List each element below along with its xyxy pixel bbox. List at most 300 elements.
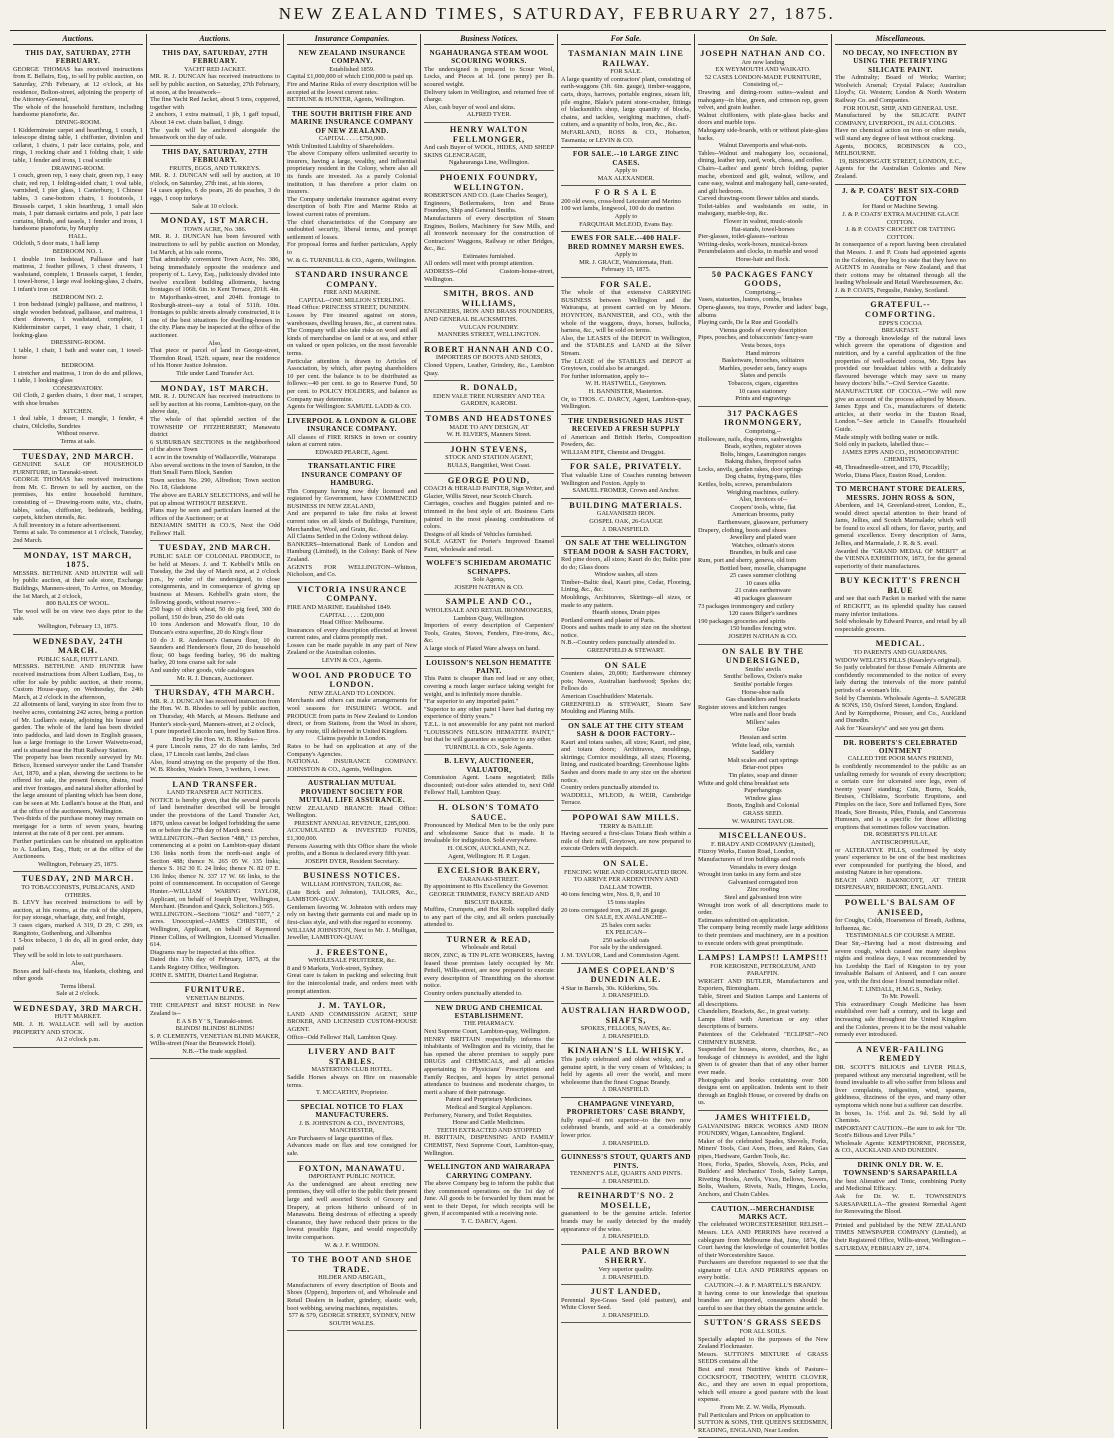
advertisement-heading: THIS DAY, SATURDAY, 27TH FEBRUARY. [25, 49, 131, 66]
advertisement-heading: BUILDING MATERIALS. [569, 500, 683, 510]
advertisement-text: The whole of that splendid section of the TOWNSHIP OF FITZHERBERT, Manawatu district [150, 415, 280, 439]
advertisement-heading: 317 PACKAGES IRONMONGERY, [723, 408, 803, 428]
advertisement-text: Persons Assuring with this Office share the whole profits, and a Bonus is declared every fifth year. [287, 842, 417, 858]
advertisement-text: Rum, port and sherry, geneva, old tom [698, 557, 797, 564]
advertisement-text: NATIONAL INSURANCE COMPANY. JOHNSTON & CO., Agents, Wellington. [287, 758, 417, 773]
advertisement-text: MAX ALEXANDER. [597, 174, 655, 182]
advertisement-text: Also, the LEASES of the DEPOT in Wellington, and the STABLES and LAND at the Silver Stream. [561, 334, 691, 358]
advertisement-text: Also several sections in the town of Sandon, in the Hutt Small Farm Block, Sandon [150, 461, 280, 477]
advertisement [698, 268, 828, 407]
advertisement [698, 645, 828, 830]
advertisement [561, 1189, 691, 1245]
advertisement-text: FIRE AND MARINE. [323, 289, 381, 297]
advertisement-text: ALFRED TYER. [466, 111, 512, 119]
advertisement-text: Jewellery and plated ware [729, 534, 797, 542]
advertisement-text: The yacht will be anchored alongside the breastwork on the day of sale. [150, 126, 280, 142]
advertisement-text: Hearth stones, Drain pipes [592, 609, 660, 617]
advertisement-text: Horse-shoe nails [741, 688, 785, 696]
advertisement-text: Terms at sale. To commence at 1 o'clock, Tuesday, 2nd March. [13, 529, 143, 545]
advertisement-text: 3 cases cigars, marked A 319, D 29, C 299, ex Rangitoto, Gothenburg, and Albambra [13, 921, 143, 937]
advertisement-text: Messrs. SUTTON'S MIXTURE of GRASS SEEDS contains all the [698, 1350, 828, 1366]
advertisement-text: FOR ALL SOILS. [739, 1328, 787, 1336]
column-heading: Business Notices. [424, 34, 554, 45]
advertisement-text: Glue [756, 726, 770, 734]
column-heading: On Sale. [698, 34, 828, 45]
advertisement-text: The celebrated WORCESTERSHIRE RELISH.--Messrs. LEA AND PERRINS have received a cablegram from Melbourne that, June, 1874, the Court having the knowledge of counterfeit bottles of their Worcestershire Sauce. [698, 1221, 828, 1259]
advertisement-heading: JOSEPH NATHAN AND CO. [700, 49, 826, 58]
advertisement-text: SPOKES, FELLOES, NAVES, &c. [580, 1025, 672, 1033]
advertisement-text: Agents for the Australian Colonies and New Zealand. [835, 165, 966, 180]
advertisement [835, 637, 966, 736]
advertisement [561, 47, 691, 148]
advertisement [561, 1245, 691, 1285]
advertisement-text: It having come to our knowledge that spurious brandies are imported, consumers should be careful to see that they obtain the genuine article. [698, 1289, 828, 1312]
advertisement-text: And sundry other goods, vide catalogues [150, 666, 255, 674]
advertisement-heading: PALE AND BROWN SHERRY. [581, 1246, 671, 1266]
advertisement [424, 47, 554, 123]
advertisement-text: 4 Star in Barrels, 30s. Kilderkins, 50s. [561, 984, 659, 992]
advertisement-text: A full inventory in a future advertisement. [13, 521, 121, 529]
advertisement-text: MR. R. J. DUNCAN will sell by auction, at 10 o'clock, on Saturday, 27th inst., at his stores, [150, 172, 280, 187]
advertisement-heading: LAND TRANSFER. [172, 779, 258, 789]
advertisement-text: Drapery, clothing, boots and shoes [698, 526, 787, 534]
advertisement-text: Wrought iron tanks in any form and size [698, 871, 802, 879]
advertisement-heading: JOHN STEVENS, [450, 444, 528, 454]
advertisement [424, 557, 554, 595]
advertisement [13, 872, 143, 1002]
advertisement-text: Smiths' anvils [745, 665, 781, 673]
advertisement-heading: FOR SALE, PRIVATELY. [570, 462, 682, 472]
advertisement [835, 185, 966, 299]
advertisement-heading: J. M. TAYLOR, [317, 1001, 387, 1011]
advertisement-text: BEDROOM. [61, 361, 95, 369]
advertisement-text: Mouldings, Architraves, Skirtings--all sizes, or made to any pattern. [561, 593, 691, 609]
advertisement-text: Pier-glasses, toilet-glasses--various [698, 233, 789, 241]
advertisement-text: N.B.--Country orders punctually attended to. [561, 639, 676, 647]
advertisement-heading: FOXTON, MANAWATU. [298, 1163, 406, 1173]
advertisement [287, 1253, 417, 1331]
advertisement-text: EPPS'S COCOA [878, 319, 923, 327]
advertisement-text: J. & P. COATS' EXTRA MACHINE GLACE COTTON. [842, 210, 959, 226]
advertisement-heading: REINHARDT'S NO. 2 MOSELLE, [577, 1191, 675, 1210]
advertisement-text: Great care is taken in packing and selecting fruit for the intercolonial trade, and orders meet with prompt attention. [287, 972, 417, 995]
advertisement-text: Perfumery, Nursery, and Toilet Requisites. [424, 1111, 533, 1119]
advertisement-text: Saddle Horses always on Hire on reasonable terms. [287, 1074, 417, 1089]
advertisement-text: E A S B Y ' S, Taranaki-street. [176, 1017, 254, 1025]
advertisement [835, 298, 966, 483]
advertisement-heading: NEW DRUG AND CHEMICAL ESTABLISHMENT. [435, 1003, 543, 1021]
advertisement-heading: JAMES COPELAND'S DUNEDIN ALE. [576, 965, 676, 985]
advertisement-text: 15 tons staples [607, 898, 645, 906]
advertisement-text: Mr. R. J. Duncan, Auctioneer. [176, 674, 254, 682]
advertisement-text: GRASS SEED. [743, 810, 783, 817]
advertisement-heading: WEDNESDAY, 24TH MARCH. [32, 636, 124, 656]
advertisement-text: MR. R. J. DUNCAN has been favoured with instructions to sell by public auction on Monday, 1st March, at his sale rooms, [150, 233, 280, 256]
advertisement-text: T. MCCARTHY, Proprietor. [316, 1089, 388, 1097]
advertisement [287, 946, 417, 1000]
advertisement [424, 171, 554, 287]
advertisement-heading: ON SALE. [603, 858, 649, 868]
advertisement-text: J. DRANSFIELD. [602, 1273, 650, 1281]
advertisement-text: CAPITAL--ONE MILLION STERLING. [298, 296, 406, 304]
advertisement-text: Vases, statuettes, lustres, combs, brushes [698, 296, 803, 304]
advertisement-text: For sale by the undersigned. [589, 944, 663, 952]
advertisement-text: Agents, BOOKS, ROBINSON & CO., MELBOURNE. [835, 142, 966, 158]
advertisement-text: Sale at 2 o'clock. [56, 990, 100, 998]
masthead-rule [10, 30, 1106, 31]
advertisement-heading: TUESDAY, 2ND MARCH. [21, 451, 135, 461]
advertisement-text: NOTICE is hereby given, that the several parcels of land hereinafter described will be brought under the provisions of the Land Transfer Act, 1870, unless caveat be lodged forbidding the same on or before the 27th day of March next. [150, 796, 280, 835]
advertisement-text: Watches, oilman's stores [731, 541, 795, 549]
advertisement-text: 100 wet lambs, longwool, 100 do do merino [561, 205, 675, 213]
advertisement-text: WELLINGTON.--Sections "1062" and "1077," 2 acres. Unoccupied.--JAMES CHRISTIE, of Wellington, Applicant, on behalf of Raymond Pinner Collins, of Wellington, Licensed Victualler. 614. [150, 910, 280, 949]
advertisement [424, 933, 554, 1002]
advertisement-heading: MONDAY, 1ST MARCH, 1875. [23, 550, 133, 570]
advertisement-heading: ROBERT HANNAH AND CO. [424, 344, 554, 354]
advertisement [424, 381, 554, 412]
advertisement [424, 474, 554, 558]
advertisement [287, 47, 417, 108]
advertisement-text: This Paint is cheaper than red lead or any other, covering a much larger surface taking weight for weight, and is infinitely more durable. [424, 675, 554, 698]
advertisement-text: CAPITAL . . . . £200,000 [319, 611, 385, 619]
advertisement-heading: NO DECAY, NO INFECTION BY USING THE PETRIFYING SILICATE PAINT. [842, 49, 959, 74]
advertisement [13, 635, 143, 873]
advertisement-text: Toilet-tables and washstands en suite, in mahogany, marble-top, &c. [698, 202, 828, 218]
advertisement-text: Oil Cloth, 2 garden chairs, 1 door mat, 1 scraper, with shoe brushes [13, 392, 143, 407]
advertisement-text: 48, Threadneedle-street, and 170, Piccadilly; [835, 463, 950, 471]
advertisement-text: Mahogany side-boards, with or without plate-glass backs. [698, 126, 828, 142]
advertisement-text: Vesta boxes, toys [740, 341, 786, 349]
advertisement-text: Estimates furnished. [462, 252, 516, 260]
advertisement [561, 1004, 691, 1044]
advertisement [424, 755, 554, 801]
advertisement-text: Apply to [614, 166, 638, 174]
advertisement-text: A large quantity of contractors' plant, consisting of earth-waggons (3ft. 6in. gauge), timber-waggons, carts, drays, harrows, portable engines, steam lift, pile engine, Blake's patent stone-crusher, fittings of blacksmith's shop, large quantity of blocks, chains, and tackles, weighing machines, chaff-cutters, and a quantity of bolts, iron, &c., &c. [561, 75, 691, 129]
advertisement-text: 1 couch, green rep, 1 easy chair, green rep, 1 easy chair, red rep, 1 folding-sided chair, 1 oval table, varnished, 1 pier glass, 1 Canterbury, 1 Chinese tables, 3 cane-bottom chairs, 1 footstools, 1 Brussels carpet, 1 skin hearthrug, 1 small skin mats, 1 pair damask curtains and pole, 1 pair lace curtains, blinds, and tassels, 1 fender and irons, 1 handsome pianoforte, by Murphy [13, 172, 143, 233]
advertisement [287, 583, 417, 669]
advertisement-text: Counters slates, 20,000; Earthenware chimney pots; Naves, Australian hardwood; Spokes do; Felloes do [561, 670, 691, 693]
advertisement-text: Also, [71, 959, 85, 967]
advertisement-text: Full Particulars and Prices on application to [698, 1411, 810, 1419]
advertisement-text: Sale at 10 o'clock. [191, 202, 239, 210]
advertisement [698, 829, 828, 951]
advertisement-text: Losses can be made payable in any part of New Zealand or the Australian colonies. [287, 641, 417, 657]
advertisement [424, 412, 554, 443]
advertisement-text: Purchasers are therefore requested to see that the signature of LEA AND PERRINS appears on every bottle. [698, 1259, 828, 1282]
advertisement-text: Wire nails and floor brads [729, 711, 797, 719]
advertisement-text: T. LINDALL, H.M.G.S., Netley. [858, 985, 943, 993]
advertisement-text: CAPITAL . . . . £750,000. [318, 135, 386, 142]
advertisement-text: Rates to be had on application at any of the Company's Agencies. [287, 743, 417, 758]
advertisement-text: Marbles, powder sets, fancy soaps [719, 364, 807, 372]
advertisement-text: HILDER AND ABIGAIL, [318, 1274, 386, 1282]
advertisement-text: Terms at sale. [60, 437, 96, 445]
advertisement-text: Verandahs in every design [729, 863, 797, 871]
advertisement-heading: DR. ROBERTS'S CELEBRATED OINTMENT [843, 738, 958, 755]
advertisement-text: Walnut Davenports and what-nots. [718, 142, 808, 150]
advertisement [561, 460, 691, 498]
advertisement [561, 232, 691, 278]
advertisement-text: 21 crates earthenware [735, 587, 791, 595]
advertisement-text: Aberdeen, and 14, Greenland-street, London, E., would direct special attention to their brand of Jams, Jellies, and Scotch Marmalade; which will be found to excel all others, for flavor, purity, and general excellence. Every description of Jams, Jellies, and Marmalade, J. R. & S. avail. [835, 501, 966, 547]
advertisement-text: "By a thorough knowledge of the natural laws which govern the operations of digestion and nutrition, and by a careful application of the fine properties of well-selected cocoa, Mr. Epps has provided our breakfast tables with a delicately flavoured beverage which may save us many heavy doctors' bills."--Civil Service Gazette. [835, 334, 966, 388]
advertisement-text: Perennial Rye-Grass Seed (old pasture), and White Clover Seed. [561, 1296, 691, 1312]
advertisement [561, 811, 691, 857]
advertisement-text: Manufacturers of every description of Steam Engines, Boilers, Machinery for Saw Mills, and all ironwork necessary for the construction of Contractors' Waggons, Railway or other Bridges, &c., &c. [424, 214, 554, 253]
advertisement-text: ACCUMULATED & INVESTED FUNDS, £1,300,000. [287, 827, 417, 842]
advertisement-heading: R. DONALD, [460, 383, 518, 393]
advertisement-text: Country orders punctually attended to. [561, 784, 660, 792]
advertisement-text: W. & G. TURNBULL & CO., Agents, Wellington. [287, 256, 417, 264]
advertisement-text: Prints and engravings [735, 395, 791, 403]
advertisement-heading: BUY KECKITT'S FRENCH BLUE [840, 576, 961, 595]
advertisement-text: JOSEPH DYER, Resident Secretary. [304, 857, 400, 865]
advertisement-heading: JUST LANDED, [590, 1287, 662, 1297]
advertisement-text: CALLED THE POOR MAN'S FRIEND, [847, 755, 954, 763]
advertisement [424, 801, 554, 864]
advertisement-text: 10 do J. R. Anderson's Oamaru flour, 10 do Saunders and Henderson's flour, 20 do household flour, 60 bags feeding barley, 96 do malting barley, 20 tons coarse salt for sale [150, 636, 280, 667]
advertisement-text: WADDELL, M'LEOD, & WEIR, Cambridge Terrace. [561, 791, 691, 807]
advertisement-heading: POPOWAI SAW MILLS. [572, 812, 680, 822]
advertisement-text: VENETIAN BLINDS. [185, 994, 245, 1002]
advertisement [287, 1101, 417, 1162]
advertisement-text: The company being recently made large additions to their premises and machinery, are in a position to execute orders with great promptitude. [698, 924, 828, 947]
advertisement-heading: EXCELSIOR BAKERY, [437, 866, 541, 876]
advertisement [698, 1203, 828, 1317]
advertisement-text: EX WEYMOUTH AND WAIKATO. [715, 66, 811, 74]
advertisement-text: CAUTION.--J. & F. MARTELL'S BRANDY. [704, 1282, 822, 1290]
advertisement-text: W. H. ELVER'S, Manners Street. [446, 431, 532, 439]
advertisement-text: ENGINEERS, IRON AND BRASS FOUNDERS, AND GENERAL BLACKSMITHS. [424, 308, 554, 324]
advertisement-text: Kettles, bolts, screws, perambulators [698, 481, 793, 489]
advertisement [561, 720, 691, 811]
advertisement-text: And by Kempthorne, Prosser, and Co., Auckland and Dunedin. [835, 709, 966, 725]
advertisement [13, 450, 143, 549]
advertisement-text: 577 & 579, GEORGE STREET, SYDNEY, NEW SOUTH WALES. [288, 1312, 416, 1327]
advertisement [13, 549, 143, 635]
advertisement-text: GENUINE SALE OF HOUSEHOLD FURNITURE, in Taranaki-street. [13, 461, 143, 476]
advertisement-text: 1 Kidderminster carpet and hearthrug, 1 couch, 1 telescope dining table, 1 chiffonier, divinlon and cellaret, 1 chairs, 1 pair lace curtains, pole, and rings, 1 rocking chair and 1 folding chair, 1 side table, 1 fender and irons, 1 coal scuttle [13, 126, 143, 164]
advertisement [287, 415, 417, 461]
column-3 [284, 34, 421, 1429]
advertisement-text: MR. R. J. DUNCAN has received instructions to sell by public auction, on Saturday, 27th February, at noon, at the breastwork-- [150, 73, 280, 96]
advertisement [561, 148, 691, 186]
advertisement-text: The whole of that extensive CARRYING BUSINESS between Wellington and the Wairarapa, at present carried on by Messrs. HOYNTON, BANNISTER, and CO., with the whole of the waggons, drays, horses, bullocks, harness, &c., will be sold on terms. [561, 289, 691, 335]
advertisement-text: Hat-stands, towel-horses [731, 225, 795, 233]
advertisement-text: WILLIAM JOHNSTON, TAILOR, &c. [301, 880, 403, 888]
advertisement-text: H. BANNISTER, Masterton. [588, 388, 664, 395]
advertisement-text: NEW ZEALAND BRANCH: Head Office: Wellington. [287, 804, 417, 820]
advertisement-text: Dated this 17th day of February, 1875, at the Lands Registry Office, Wellington. [150, 956, 280, 971]
advertisement-text: Gentlemen favoring W. Johnston with orders may rely on having their garments cut and made up in first-class style, and with due regard to economy. [287, 903, 417, 926]
advertisement-text: Losses by Fire insured against on stores, warehouses, dwelling houses, &c., at current rates. [287, 312, 417, 327]
advertisement-text: Further particulars can be obtained on application to A. Ludlam, Esq., Hutt; or at the office of the Auctioneers. [13, 838, 143, 861]
advertisement-text: Claims payable in London. [317, 735, 387, 743]
advertisement-text: 1 table, 1 chair, 1 bath and water can, 1 towel-horse [13, 346, 143, 362]
advertisement-text: Agent, Wellington: H. P. Logan. [447, 852, 531, 860]
advertisement [698, 1111, 828, 1203]
advertisement-text: HENRY BRITTAIN respectfully informs the inhabitants of Wellington and its vicinity, that he has opened the above premises to supply pure DRUGS and CHEMICALS, and all articles appertaining to Physicians' Prescriptions and Family Recipes, and hopes by strict personal attendance to business and moderate charges, to merit a share of their patronage. [424, 1035, 554, 1096]
advertisement-heading: MONDAY, 1ST MARCH. [160, 383, 270, 393]
advertisement-text: GALVANISED IRON. [596, 510, 656, 518]
advertisement-text: TENNENT'S ALE, QUARTS AND PINTS. [569, 1169, 683, 1177]
advertisement-text: 10 tons Anderson and Mowatt's flour, 10 do Duncan's extra superfine, 20 do King's flour [150, 621, 280, 636]
advertisement-text: J. DRANSFIELD. [602, 1177, 650, 1185]
advertisement-text: Window glass [744, 794, 782, 802]
advertisement-text: Window sashes, all sizes [594, 571, 658, 579]
advertisement-heading: ON SALE AT THE CITY STEAM SASH & DOOR FACTORY-- [568, 721, 684, 739]
advertisement-heading: TOMBS AND HEADSTONES [425, 413, 553, 423]
advertisement-text: 6 SUBURBAN SECTIONS in the neighborhood of the above Town [150, 438, 280, 454]
advertisement-text: FOR SALE. [610, 68, 642, 76]
advertisement-text: The Admiralty; Board of Works; Warrior; Woolwich Arsenal; Crystal Palace; Australian Lloyd's; Gt. Western; London & North Western Railway Co. and Companies. [835, 74, 966, 104]
advertisement-text: Comprising,-- [744, 288, 782, 296]
advertisement-text: LAND AND COMMISSION AGENT, SHIP BROKER, AND LICENSED CUSTOM-HOUSE AGENT. [287, 1010, 417, 1034]
advertisement-text: Lamps fitted with American or any other descriptions of burners. [698, 1015, 828, 1031]
advertisement [561, 1285, 691, 1323]
advertisement-heading: TO THE BOOT AND SHOE TRADE. [291, 1255, 413, 1274]
advertisement-heading: POWELL'S BALSAM OF ANISEED, [844, 898, 957, 917]
advertisement-text: To Mr. Powell. [881, 993, 920, 1001]
advertisement-text: Fire and Marine Risks of every description will be accepted at the lowest current rates. [287, 81, 417, 96]
advertisement-text: Office--Odd Fellows' Hall, Lambton Quay. [287, 1033, 397, 1041]
advertisement-text: Title under Land Transfer Act. [176, 370, 254, 377]
advertisement-text: or ALTERATIVE PILLS, confirmed by sixty years' experience to be one of the best medicines ever compounded for purifying the blood, and assisting Nature in her operations. [835, 846, 966, 877]
advertisement-text: And are prepared to take fire risks at lowest current rates on all kinds of Buildings, Furniture, Merchandise, Wool, and Grain, &c. [287, 510, 417, 533]
advertisement-text: All Claims Settled in the Colony without delay. [287, 533, 409, 541]
advertisement-heading: SUTTON'S GRASS SEEDS [704, 1318, 822, 1328]
advertisement [561, 415, 691, 461]
advertisement-text: All classes of FIRE RISKS in town or country taken at current rates. [287, 433, 417, 449]
advertisement-text: Specially adapted to the purposes of the New Zealand Flockmaster. [698, 1335, 828, 1351]
advertisement-heading: PHOENIX FOUNDRY, WELLINGTON. [439, 172, 539, 192]
advertisement-text: 14 cases apples, 6 do pears, 26 do peaches, 3 do eggs, 1 coop turkeys [150, 187, 280, 202]
advertisement-text: Manufacturers of iron buildings and roofs [698, 855, 806, 863]
advertisement [424, 1161, 554, 1229]
advertisement-text: JAMES EPPS AND CO., HOMOEOPATHIC CHEMISTS, [842, 448, 959, 464]
advertisement-heading: LOUISSON'S NELSON HEMATITE PAINT. [426, 658, 552, 676]
advertisement-text: T.E.L. is not answerable for any paint not marked "LOUISSON'S NELSON HEMATITE PAINT," but that he will guarantee as superior to any other. [424, 721, 554, 744]
advertisement-text: Ask for "Kearsley's" and see you get them. [835, 724, 945, 732]
advertisement [835, 896, 966, 1043]
advertisement-text: 250 bags of chick wheat, 50 do pig feed, 300 do pollard, 150 do bran, 250 do old oats [150, 606, 280, 621]
advertisement-text: Zinc roofing [746, 886, 780, 894]
advertisement-text: Made simply with boiling water or milk. [835, 433, 939, 441]
advertisement-text: SUTTON & SONS, THE QUEEN'S SEEDSMEN, READING, ENGLAND, Near London. [698, 1419, 828, 1434]
advertisement-text: American brooms, putty [731, 511, 795, 519]
advertisement-heading: THE SOUTH BRITISH FIRE AND MARINE INSURANCE COMPANY OF NEW ZEALAND. [290, 109, 414, 135]
advertisement-heading: AUSTRALIAN MUTUAL PROVIDENT SOCIETY FOR MUTUAL LIFE ASSURANCE. [298, 779, 406, 805]
column-4 [421, 34, 558, 1429]
advertisement-text: Ask for Dr. W. E. TOWNSEND'S SARSAPARILLA--The greatest Remedial Agent for Renovating the Blood. [835, 1193, 966, 1216]
advertisement-text: The chief characteristics of the Company are undoubted security, liberal terms, and prompt settlement of losses. [287, 218, 417, 241]
advertisement-text: MANUFACTURE OF COCOA.--"We will now give an account of the process adopted by Messrs. James Epps and Co., manufacturers of dietetic articles, at their works in the Euston Road, London."--See article in Cassell's Household Guide. [835, 388, 966, 433]
advertisement [150, 541, 280, 686]
advertisement-heading: LIVERY AND BAIT STABLES. [308, 1047, 396, 1066]
advertisement-text: IRON, ZINC, & TIN PLATE WORKERS, having leased those premises lately occupied by Mr. Pettell, Willis-street, are now prepared to execute every description of Tinsmithing on the shortest notice. [424, 952, 554, 990]
advertisement [561, 857, 691, 964]
advertisement-text: Have no chemical action on iron or other metals, will stand any degree of heat without cracking. [835, 127, 966, 142]
advertisement-text: Best and most Nutritive kinds of Pasture--COCKSFOOT, TIMOTHY, WHITE CLOVER, &c., and they are sown in equal proportions, which will ensure a good pasture with the least expense. [698, 1366, 828, 1404]
advertisement-text: Wellington, February 25, 1875. [37, 860, 119, 868]
advertisement-text: MR. J. GRACE, Wainuiomata, Hutt. [579, 258, 673, 266]
advertisement-text: H. BRITTAIN, DISPENSING AND FAMILY CHEMIST, Next Supreme Court, Lambton-quay, Wellington. [424, 1134, 554, 1157]
advertisement-text: NEW ZEALAND TO LONDON. [308, 689, 396, 697]
advertisement-text: Sole Agents, [472, 576, 506, 584]
advertisement-text: Comprising,-- [744, 427, 782, 435]
advertisement-text: Also, cash buyer of wool and skins. [424, 103, 516, 111]
advertisement-heading: THE UNDERSIGNED HAS JUST RECEIVED A FRESH SUPPLY [568, 416, 684, 434]
advertisement-text: Sashes and doors made to any size on the shortest notice. [561, 769, 691, 784]
column-1 [10, 34, 147, 1429]
advertisement-text: This extraordinary Cough Medicine has been established over half a century, and its large and increasing sale throughout the United Kingdom and the Colonies, proves it to be the most valuable remedy ever introduced. [835, 1000, 966, 1039]
advertisement-text: Next Supreme Court, Lambton-quay, Wellington. [424, 1028, 551, 1036]
advertisement-text: J. DRANSFIELD. [602, 1032, 650, 1040]
advertisement-text: Chandeliers, Brackets, &c., in great variety. [698, 1008, 810, 1016]
advertisement-text: EDWARD PEARCE, Agent. [315, 448, 389, 456]
advertisement-text: 22 allotments of land, varying in size from five to twelve acres, containing 242 acres, being a portion of Mr. Ludlam's estate, adjoining his house and garden. The whole of the land has been divided into paddocks, and laid down in English grasses, has a large frontage to the Lower Waiwetu-road, and is situated near the Hutt Railway Station. [13, 701, 143, 754]
advertisement-text: for Hand or Machine Sewing. [862, 203, 939, 211]
advertisement-text: WRIGHT AND BUTLER, Manufacturers and Exporters, Birmingham. [698, 977, 828, 993]
advertisement-text: GEORGE TRIMMER, FANCY BREAD AND BISCUIT BAKER. [429, 890, 549, 906]
advertisement-text: TARANAKI-STREET. [459, 875, 519, 883]
advertisement-text: GREENFIELD & STEWART, Steam Saw Moulding and Planing Mills. [561, 700, 691, 716]
advertisement-text: TESTIMONIALS OF COURSE A MERE. [845, 932, 956, 940]
advertisement [287, 268, 417, 415]
advertisement [150, 983, 280, 1059]
advertisement-text: Smiths' portable forges [733, 680, 793, 688]
advertisement [698, 951, 828, 1111]
advertisement-text: Briar-root pipes [742, 764, 784, 772]
advertisement-text: EX PELICAN-- [605, 929, 647, 937]
advertisement-text: (Late Brick and Johnston), TAILORS, &c., LAMBTON-QUAY. [287, 888, 417, 904]
advertisement-text: Flower in walnut, music-stools [723, 218, 803, 226]
advertisement-text: IMPORTANT CAUTION.--Be sure to ask for "Dr. Scott's Bilious and Liver Pills." [835, 1124, 966, 1140]
advertisement-text: Ngahauranga Line, Wellington. [448, 159, 530, 167]
advertisement-text: MR. J. H. WALLACE will sell by auction PROPERTY AND STOCK. [13, 1021, 143, 1036]
advertisement-text: MANNERS STREET, WELLINGTON. [437, 331, 541, 339]
advertisement-text: Kauri and totara sashes, all sizes; Kauri, red pine, and totara doors; Architraves, mouldings, skirtings; Cornice mouldings, all sizes; Flooring, lining, and rusticated boarding; Greenhouse lights [561, 738, 691, 769]
advertisement [13, 1002, 143, 1048]
advertisement-text: HALL. [68, 232, 88, 240]
advertisement-text: ON SALE, EX AVALANCHE-- [584, 914, 668, 922]
column-2 [147, 34, 284, 1429]
advertisement-text: ROBERTSON AND CO. (Late Charles Seager), [424, 192, 548, 200]
advertisement-text: Also, [208, 339, 222, 347]
advertisement-text: Horse and Cattle Medicines. [452, 1119, 526, 1127]
advertisement-text: Carriages, coaches and Buggies painted and re-trimmed in the best style of art. Business Carts painted in the most pleasing combinations of colors. [424, 500, 554, 531]
advertisement-text: LAND TRANSFER ACT NOTICES. [167, 789, 263, 797]
advertisement-text: BEDROOM NO. 1. [52, 248, 104, 256]
advertisement-text: Vienna goods of every description [719, 326, 807, 334]
advertisement-text: of American and British Herbs, Composition Powders, &c. [561, 433, 691, 449]
advertisement-text: Coopers' tools, white, flat [730, 503, 796, 511]
advertisement-text: Importers of every description of Carpenters' Tools, Grates, Stoves, Fenders, Fire-irons, &c., &c. [424, 622, 554, 645]
advertisement-text: 10 cases stationery [738, 387, 788, 395]
advertisement [13, 47, 143, 450]
advertisement-text: Established 1859. [329, 65, 375, 73]
advertisement [150, 382, 280, 542]
advertisement-text: BULLS, Rangitikei, West Coast. [447, 461, 531, 469]
advertisement-heading: B. LEVY, AUCTIONEER, VALUATOR, [444, 757, 534, 774]
advertisement-text: Patent and Proprietary Medicines. [445, 1096, 533, 1104]
advertisement-text: That piece or parcel of land in George-street, Thorndon Road, 152ft. square, near the residence of his Honor Justice Johnston. [150, 347, 280, 370]
advertisement-text: PRESENT ANNUAL REVENUE, £285,000. [294, 819, 410, 827]
advertisement-text: YACHT RED JACKET. [183, 65, 247, 73]
advertisement-heading: LIVERPOOL & LONDON & GLOBE INSURANCE COMPANY. [287, 416, 417, 434]
advertisement-heading: AUSTRALIAN HARDWOOD, SHAFTS, [561, 1006, 691, 1025]
advertisement-text: Pipes, pouches, and tobacconists' fancy-ware [698, 334, 814, 342]
